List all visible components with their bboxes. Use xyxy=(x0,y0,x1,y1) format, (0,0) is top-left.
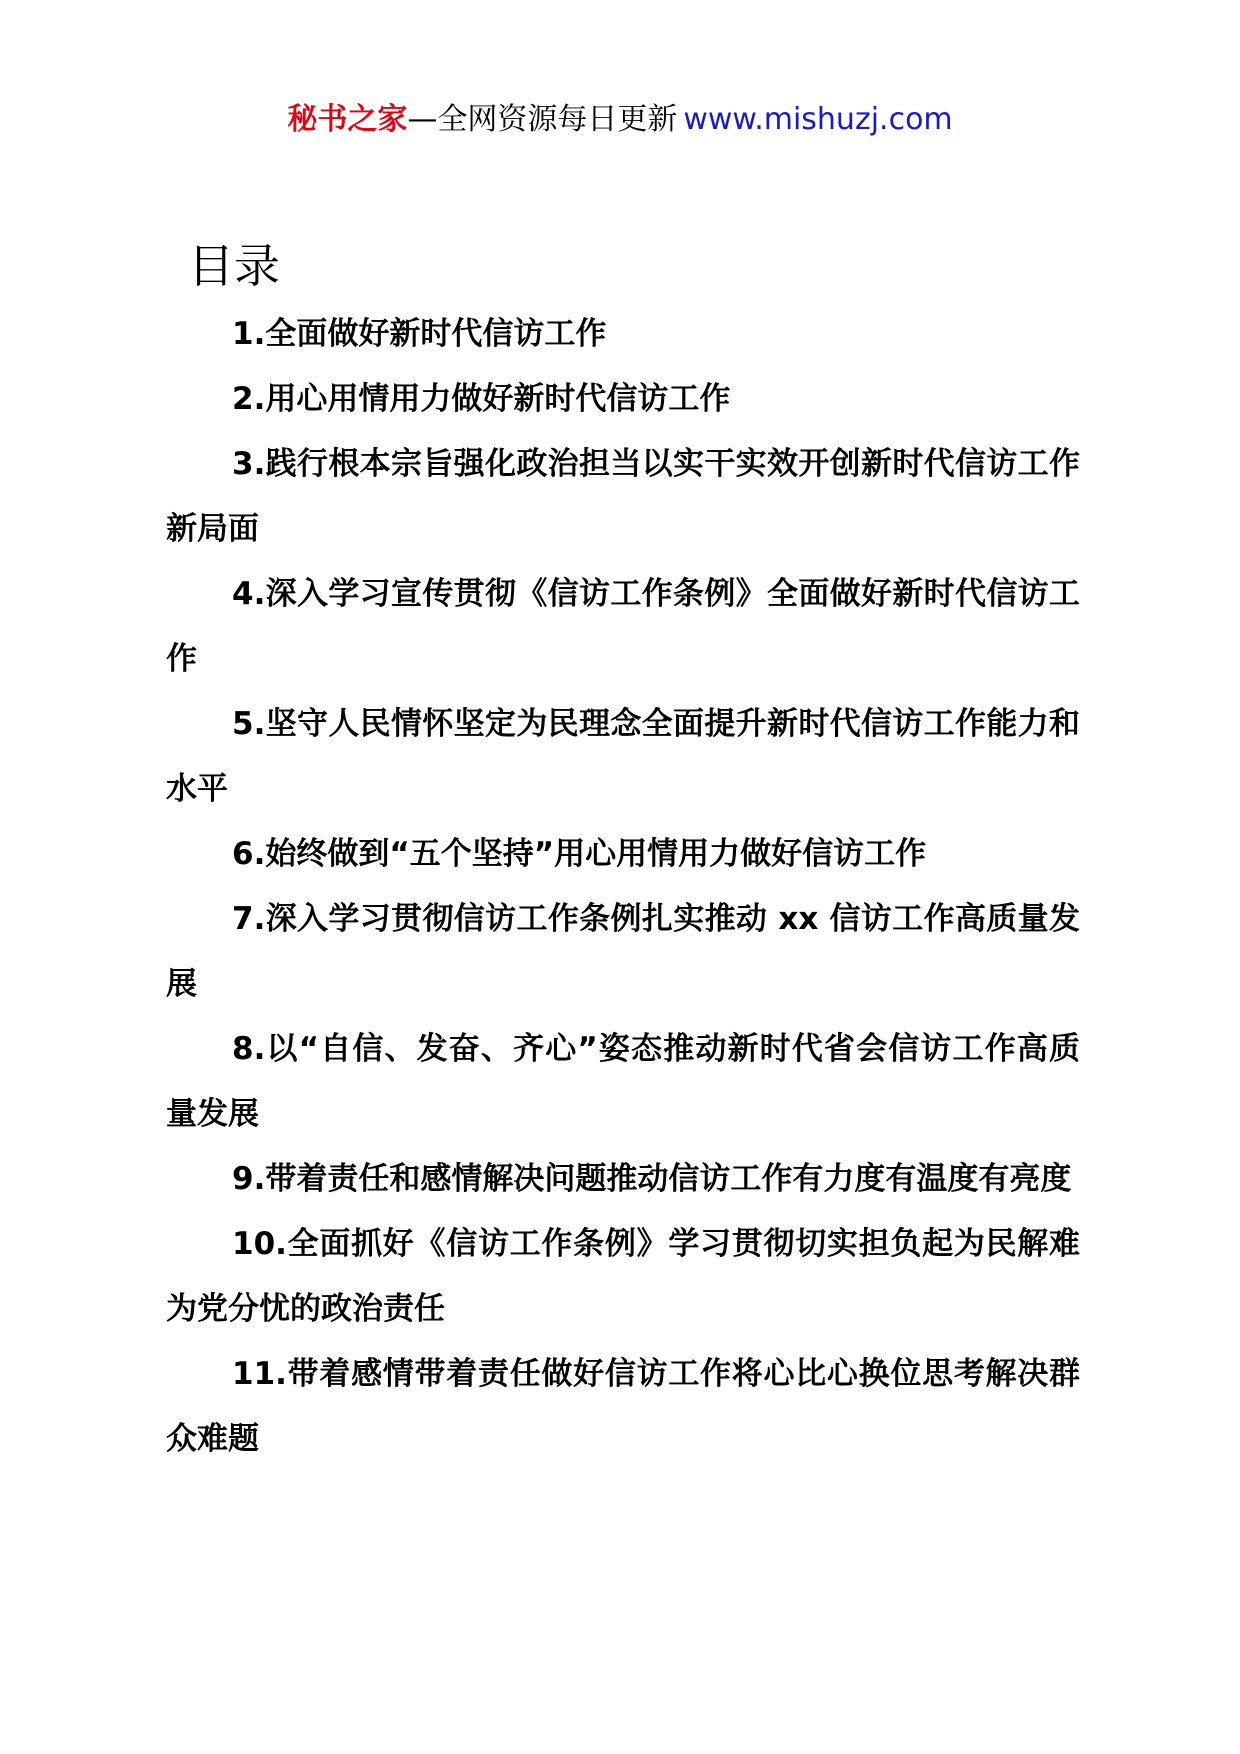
toc-item-6: 6.始终做到“五个坚持”用心用情用力做好信访工作 xyxy=(232,836,927,872)
toc-item-1: 1.全面做好新时代信访工作 xyxy=(232,316,607,352)
toc-item-8: 8.以“自信、发奋、齐心”姿态推动新时代省会信访工作高质量发展 xyxy=(166,1031,1080,1132)
toc-title: 目录 xyxy=(188,239,280,293)
toc-item-3: 3.践行根本宗旨强化政治担当以实干实效开创新时代信访工作新局面 xyxy=(166,446,1080,547)
toc-item-5: 5.坚守人民情怀坚定为民理念全面提升新时代信访工作能力和水平 xyxy=(166,706,1080,807)
toc-item-10: 10.全面抓好《信访工作条例》学习贯彻切实担负起为民解难为党分忧的政治责任 xyxy=(166,1226,1080,1327)
header-url-link[interactable]: www.mishuzj.com xyxy=(683,102,953,137)
table-of-contents xyxy=(166,302,1080,1472)
toc-item-2: 2.用心用情用力做好新时代信访工作 xyxy=(232,381,731,417)
page-header xyxy=(0,100,1240,140)
toc-item-4: 4.深入学习宣传贯彻《信访工作条例》全面做好新时代信访工作 xyxy=(166,576,1080,677)
header-brand: 秘书之家 xyxy=(287,102,408,137)
toc-item-11: 11.带着感情带着责任做好信访工作将心比心换位思考解决群众难题 xyxy=(166,1356,1080,1457)
toc-item-7: 7.深入学习贯彻信访工作条例扎实推动 xx 信访工作高质量发展 xyxy=(166,901,1080,1002)
header-tagline: —全网资源每日更新 xyxy=(407,102,678,137)
toc-item-9: 9.带着责任和感情解决问题推动信访工作有力度有温度有亮度 xyxy=(232,1161,1072,1197)
